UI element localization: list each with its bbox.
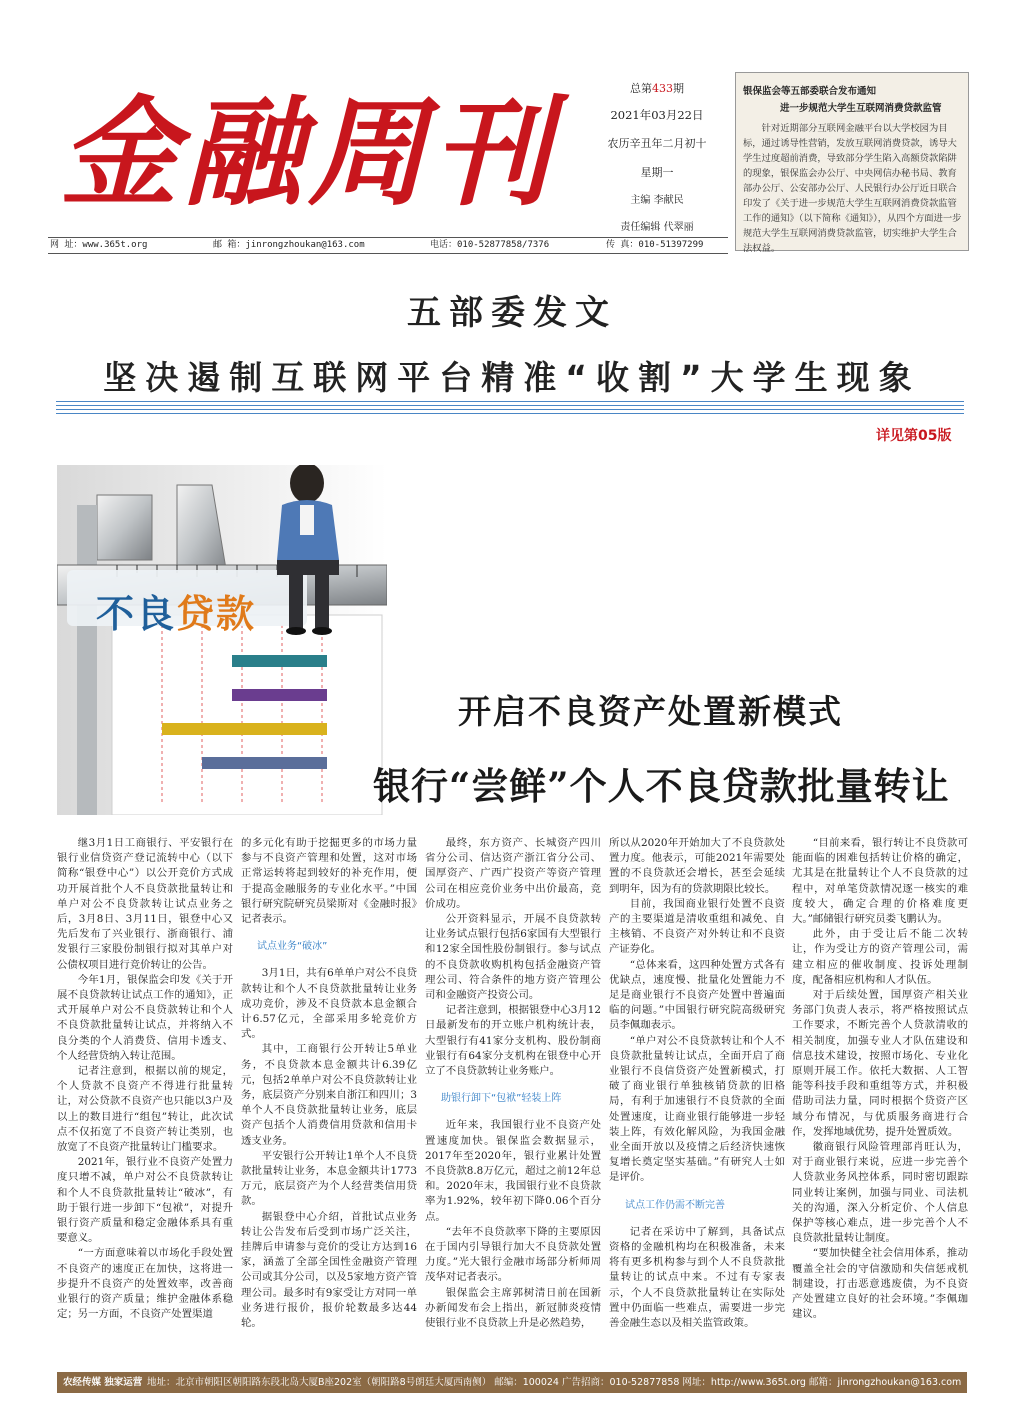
paragraph: 银保监会主席郭树清日前在国新办新闻发布会上指出，新冠肺炎疫情使银行业不良贷款上升是必然趋势， [425, 1286, 601, 1330]
see-more-link[interactable]: 详见第05版 [876, 428, 952, 444]
fax-number: 传 真：010-51397299 [606, 240, 704, 250]
paragraph: “一方面意味着以市场化手段处置不良资产的速度正在加快，这将进一步提升不良资产的处置效率，改善商业银行的资产质量；维护金融体系稳定；另一方面，不良资产处置渠道 [57, 1247, 233, 1321]
paragraph: “去年不良贷款率下降的主要原因在于国内引导银行加大不良贷款处置力度。”光大银行金融市场部分析师周茂华对记者表示。 [425, 1225, 601, 1284]
paragraph: 2021年，银行业不良资产处置力度只增不减，单户对公不良贷款转让和个人不良贷款批量转让“破冰”，有助于银行进一步卸下“包袱”，对提升银行资产质量和稳定金融体系具有重要意义。 [57, 1156, 233, 1245]
headline-rule [56, 409, 964, 410]
paragraph: 记者注意到，根据银登中心3月12日最新发布的开立账户机构统计表，大型银行有41家分支机构、股份制商业银行有64家分支机构在银登中心开立了不良贷款转让业务账户。 [425, 1004, 601, 1078]
footer-contact-info: 地址：北京市朝阳区朝阳路东段北岛大厦B座202室（朝阳路8号朗廷大厦西南侧） 邮编：100024 广告招商：010-52877858 网址：http://www.365t.org 邮箱：jinrongzhoukan@163.com [147, 1377, 962, 1388]
website-link[interactable]: 网 址：www.365t.org [50, 240, 148, 250]
issue-number-value: 433 [652, 82, 673, 95]
paragraph: 据银登中心介绍，首批试点业务转让公告发布后受到市场广泛关注，挂牌后申请参与竞价的受让方达到16家，涵盖了全部全国性金融资产管理公司或其分公司，以及5家地方资产管理公司。最多时有9家受让方对同一单业务进行报价，报价轮数最多达44轮。 [241, 1210, 417, 1330]
paragraph: 公开资料显示，开展不良贷款转让业务试点银行包括6家国有大型银行和12家全国性股份制银行。参与试点的不良贷款收购机构包括金融资产管理公司、符合条件的地方资产管理公司和金融资产投资公司。 [425, 913, 601, 1002]
feature-headline: 银行“尝鲜”个人不良贷款批量转让 [373, 764, 950, 808]
issue-number: 总第433期 [630, 82, 684, 95]
paragraph: “要加快健全社会信用体系，推动覆盖全社会的守信激励和失信惩戒机制建设，打击恶意逃废债，为不良资产处置建立良好的社会环境。”李佩珈建议。 [792, 1247, 968, 1321]
footer-brand: 农经传媒 独家运营 [63, 1377, 143, 1388]
paragraph: 所以从2020年开始加大了不良贷款处置力度。他表示，可能2021年需要处置的不良贷款还会增长，甚至会延续到明年，因为有的贷款期限比较长。 [609, 837, 785, 895]
notice-subtitle: 进一步规范大学生互联网消费贷款监管 [780, 103, 942, 114]
headline-rule [56, 405, 964, 406]
paragraph: 平安银行公开转让1单个人不良贷款批量转让业务，本息金额共计1773万元，底层资产为个人经营类信用贷款。 [241, 1149, 417, 1208]
paragraph: “单户对公不良贷款转让和个人不良贷款批量转让试点，全面开启了商业银行不良信贷资产处置新模式，打破了商业银行单独核销贷款的旧格局，有利于加速银行不良贷款的全面处置速度，让商业银行能够进一步轻装上阵，有效化解风险，为我国金融业全面开放以及疫情之后经济快速恢复增长奠定坚实基础。”有研究人士如是评价。 [609, 1034, 785, 1184]
paragraph: 的多元化有助于挖掘更多的市场力量参与不良资产管理和处置，这对市场正常运转将起到较好的补充作用，便于提高金融服务的专业化水平。”中国银行研究院研究员梁斯对《金融时报》记者表示。 [241, 837, 417, 926]
footer-bar [57, 1372, 967, 1393]
paragraph: 3月1日，共有6单单户对公不良贷款转让和个人不良贷款批量转让业务成功竞价，涉及不良贷款本息金额合计6.57亿元，全部采用多轮竞价方式。 [241, 967, 417, 1041]
article-column-4 [609, 836, 785, 1331]
headline-main: 坚决遏制互联网平台精准“收割”大学生现象 [103, 358, 921, 397]
phone-number: 电话：010-52877858/7376 [430, 240, 550, 250]
paragraph: 最终，东方资产、长城资产四川省分公司、信达资产浙江省分公司、国厚资产、广西广投资产等资产管理公司在相应竞价业务中出价最高，竞价成功。 [425, 837, 601, 910]
contact-bar [48, 237, 728, 254]
paragraph: 对于后续处置，国厚资产相关业务部门负责人表示，将严格按照试点工作要求，不断完善个人贷款清收的相关制度，加强专业人才队伍建设和信息技术建设，按照市场化、专业化原则开展工作。依托大数据、人工智能等科技手段和重组等方式，并积极借助司法力量，同时根据个贷资产区域分布情况，与优质服务商进行合作，发挥地域优势，提升处置质效。 [792, 989, 968, 1138]
notice-box [735, 72, 969, 254]
paragraph: 今年1月，银保监会印发《关于开展不良贷款转让试点工作的通知》，正式开展单户对公不良贷款转让和个人不良贷款批量转让试点，并将纳入不良分类的个人消费贷、信用卡透支、个人经营贷纳入转让范围。 [57, 973, 233, 1062]
responsible-editor: 责任编辑 代翠丽 [620, 222, 694, 233]
headline-rule [56, 401, 964, 402]
paragraph: 继3月1日工商银行、平安银行在银行业信贷资产登记流转中心（以下简称“银登中心”）以公开竞价方式成功开展首批个人不良贷款批量转让和单户对公不良贷款转让试点业务之后，3月8日、3月11日，银登中心又先后发布了兴业银行、浙商银行、浦发银行三家股份制银行拟对其单户对公债权项目进行竞价转让的公告。 [57, 837, 233, 971]
masthead-title: 金融周刊 [60, 83, 557, 222]
paragraph: 记者注意到，根据以前的规定，个人贷款不良资产不得进行批量转让，对公贷款不良资产也只能以3户及以上的数目进行“组包”转让，此次试点不仅拓宽了不良资产转让类别，也放宽了不良资产批量转让门槛要求。 [57, 1065, 233, 1154]
notice-title: 银保监会等五部委联合发布通知 [743, 86, 877, 97]
notice-body: 针对近期部分互联网金融平台以大学校园为目标，通过诱导性营销，发放互联网消费贷款，诱导大学生过度超前消费，导致部分学生陷入高额贷款陷阱的现象，银保监会办公厅、中央网信办秘书局、教育部办公厅、公安部办公厅、人民银行办公厅近日联合印发了《关于进一步规范大学生互联网消费贷款监管工作的通知》（以下简称《通知》），从四个方面进一步规范大学生互联网消费贷款监管，切实维护大学生合法权益。 [743, 123, 962, 254]
photo-label: 不良贷款 [96, 592, 257, 636]
feature-photo [57, 465, 387, 815]
paragraph: “目前来看，银行转让不良贷款可能面临的困难包括转让价格的确定，尤其是在批量转让个人不良贷款的过程中，对单笔贷款情况逐一核实的难度较大，确定合理的价格难度更大。”邮储银行研究员娄飞鹏认为。 [792, 837, 968, 926]
paragraph: 近年来，我国银行业不良资产处置速度加快。银保监会数据显示，2017年至2020年，银行业累计处置不良贷款8.8万亿元，超过之前12年总和。2020年末，我国银行业不良贷款率为1.92%，较年初下降0.06个百分点。 [425, 1119, 601, 1223]
article-column-1 [57, 836, 233, 1323]
headline-kicker: 五部委发文 [407, 293, 617, 333]
paragraph: 此外，由于受让后不能二次转让，作为受让方的资产管理公司，需建立相应的催收制度、投诉处理制度，配备相应机构和人才队伍。 [792, 928, 968, 986]
issue-date: 2021年03月22日 [610, 108, 704, 122]
paragraph: 记者在采访中了解到，具备试点资格的金融机构均在积极准备，未来将有更多机构参与到个人不良贷款批量转让的试点中来。不过有专家表示，个人不良贷款批量转让在实际处置中仍面临一些难点，需要进一步完善金融生态以及相关监管政策。 [609, 1225, 785, 1330]
paragraph: “总体来看，这四种处置方式各有优缺点，速度慢、批量化处置能力不足是商业银行不良资产处置中普遍面临的问题。”中国银行研究院高级研究员李佩珈表示。 [609, 958, 785, 1032]
section-heading: 试点工作仍需不断完善 [625, 1199, 725, 1211]
headline-rule [56, 413, 964, 414]
article-column-2 [241, 836, 417, 1331]
lunar-date: 农历辛丑年二月初十 [607, 137, 707, 150]
chief-editor: 主编 李献民 [630, 195, 684, 206]
paragraph: 其中，工商银行公开转让5单业务，不良贷款本息金额共计6.39亿元，包括2单单户对公不良贷款转让业务，底层资产分别来自浙江和四川；3单个人不良贷款批量转让业务，底层资产包括个人消费信用贷款和信用卡透支业务。 [241, 1043, 417, 1147]
article-column-3 [425, 836, 601, 1331]
weekday: 星期一 [640, 166, 674, 179]
article-column-5 [792, 836, 968, 1323]
section-heading: 试点业务“破冰” [257, 941, 328, 953]
email-link[interactable]: 邮 箱：jinrongzhoukan@163.com [213, 240, 365, 250]
feature-subhead: 开启不良资产处置新模式 [458, 692, 843, 731]
caliper-illustration [57, 465, 387, 815]
paragraph: 目前，我国商业银行处置不良资产的主要渠道是清收重组和减免、自主核销、不良资产对外转让和不良资产证券化。 [609, 897, 785, 956]
section-heading: 助银行卸下“包袱”轻装上阵 [441, 1093, 562, 1105]
paragraph: 徽商银行风险管理部肖旺认为，对于商业银行来说，应进一步完善个人贷款业务风控体系，同时密切跟踪同业转让案例，加强与同业、司法机关的沟通，深入分析定价、个人信息保护等核心难点，进一步完善个人不良贷款批量转让制度。 [792, 1141, 968, 1245]
